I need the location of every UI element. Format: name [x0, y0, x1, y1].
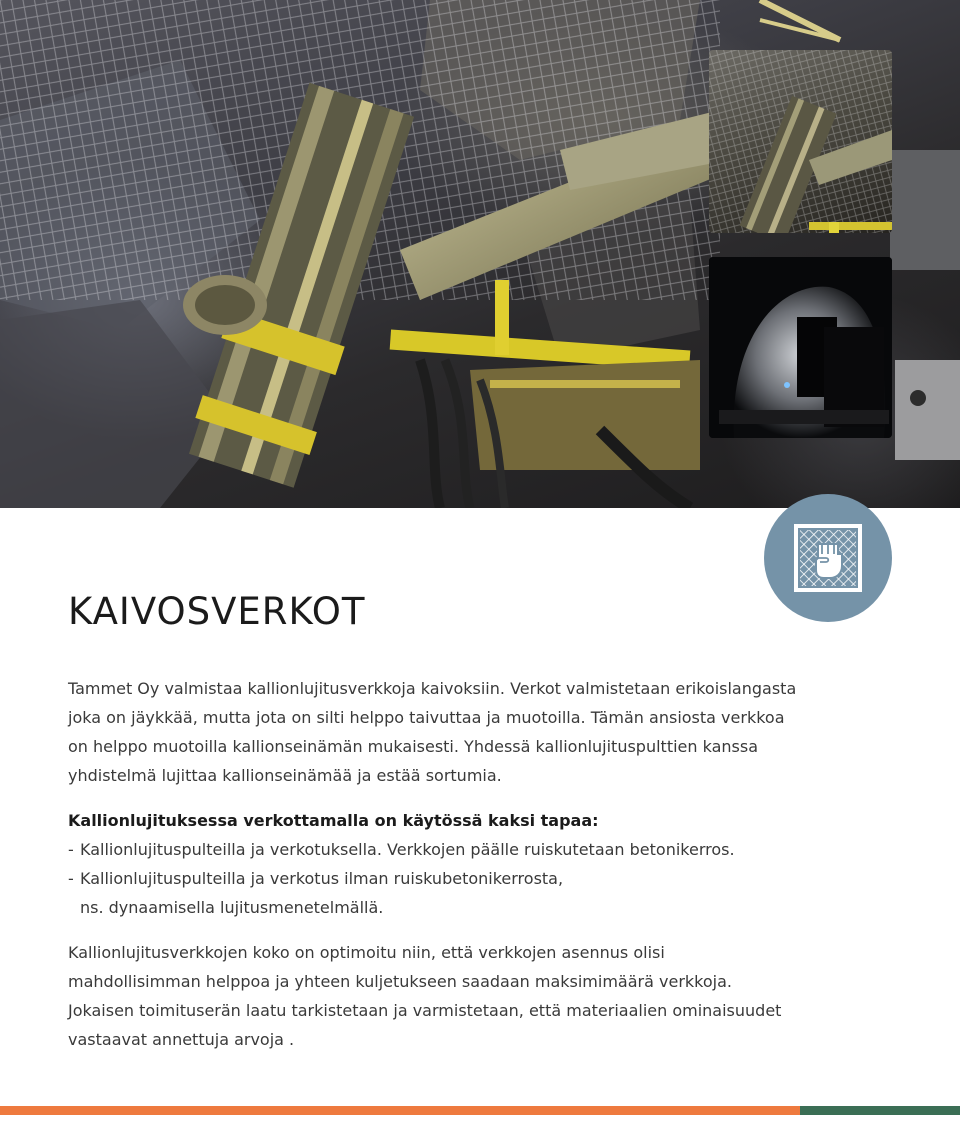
list-item-text: Kallionlujituspulteilla ja verkotuksella. Verkkojen päälle ruiskutetaan betonikerros. [80, 840, 735, 859]
list-item-text: Kallionlujituspulteilla ja verkotus ilman ruiskubetonikerrosta, [80, 869, 564, 888]
list-dash: - [68, 869, 74, 888]
list-item [68, 835, 798, 864]
drill-rig-closeup-icon [709, 50, 892, 233]
mine-tunnel-icon [709, 257, 892, 438]
methods-list [68, 835, 798, 922]
mesh-fist-icon [794, 524, 862, 592]
footer-bar [0, 1106, 960, 1115]
list-item-continuation: ns. dynaamisella lujitusmenetelmällä. [80, 898, 384, 917]
inset-photo-mine-tunnel [709, 257, 892, 438]
footer-bar-green [800, 1106, 960, 1115]
mesh-badge [764, 494, 892, 622]
inset-photo-drill-rig [709, 50, 892, 233]
footer-bar-orange [0, 1106, 800, 1115]
intro-paragraph: Tammet Oy valmistaa kallionlujitusverkkoja kaivoksiin. Verkot valmistetaan erikoislangasta joka on jäykkää, mutta jota on silti helppo taivuttaa ja muotoilla. Tämän ansiosta verkkoa on helppo muotoilla kallionseinämän mukaisesti. Yhdessä kallionlujituspulttien kanssa yhdistelmä lujittaa kallionseinämää ja estää sortumia. [68, 679, 797, 785]
page-title: KAIVOSVERKOT [68, 590, 366, 633]
list-item [68, 864, 798, 893]
body-content [68, 674, 798, 1054]
list-dash: - [68, 840, 74, 859]
methods-heading: Kallionlujituksessa verkottamalla on käytössä kaksi tapaa: [68, 811, 599, 830]
closing-paragraph: Kallionlujitusverkkojen koko on optimoitu niin, että verkkojen asennus olisi mahdollisimman helppoa ja yhteen kuljetukseen saadaan maksimimäärä verkkoja. Jokaisen toimituserän laatu tarkistetaan ja varmistetaan, että materiaalien ominaisuudet vastaavat annettuja arvoja . [68, 943, 782, 1049]
